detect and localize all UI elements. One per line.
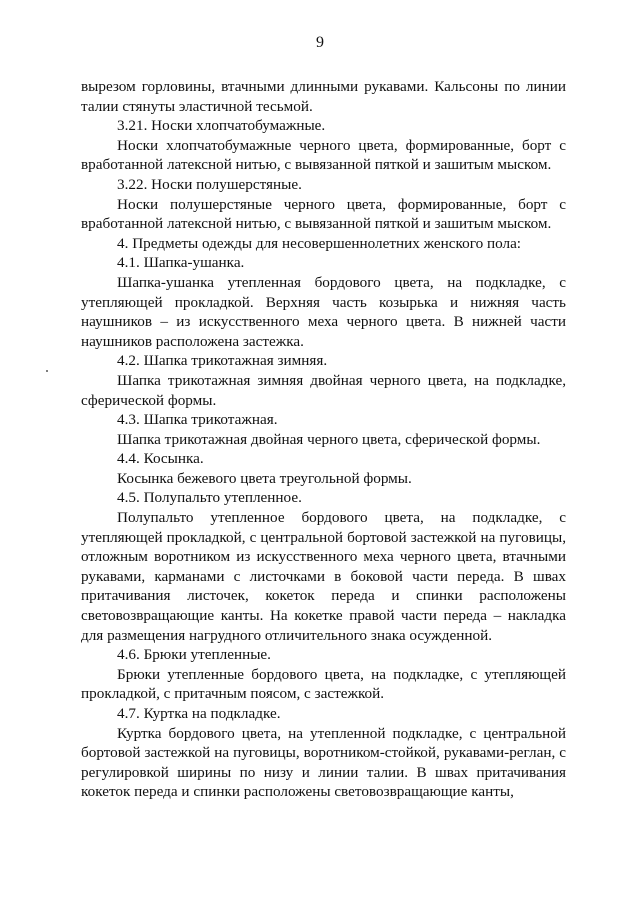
paragraph: 4.1. Шапка-ушанка.	[117, 254, 245, 272]
paragraph: вырезом горловины, втачными длинными рукавами. Кальсоны по линии талии стянуты эластичной тесьмой.	[81, 78, 566, 115]
paragraph: 4.6. Брюки утепленные.	[117, 646, 271, 664]
paragraph: Шапка-ушанка утепленная бордового цвета, на подкладке, с утепляющей прокладкой. Верхняя часть козырька и нижняя часть наушников – из искусственного меха черного цвета. В нижней части наушников расположена застежка.	[81, 273, 566, 350]
scan-speck	[46, 370, 48, 372]
paragraph: Косынка бежевого цвета треугольной формы.	[117, 469, 412, 487]
paragraph: Шапка трикотажная двойная черного цвета, сферической формы.	[117, 430, 541, 448]
paragraph: 3.21. Носки хлопчатобумажные.	[117, 117, 326, 135]
paragraph: 4.4. Косынка.	[117, 450, 204, 468]
paragraph: 4.2. Шапка трикотажная зимняя.	[117, 352, 328, 370]
paragraph: 3.22. Носки полушерстяные.	[117, 175, 302, 193]
paragraph: 4.3. Шапка трикотажная.	[117, 411, 278, 429]
paragraph: Носки полушерстяные черного цвета, формированные, борт с вработанной латексной нитью, с вывязанной пяткой и зашитым мыском.	[81, 195, 566, 233]
paragraph: Брюки утепленные бордового цвета, на подкладке, с утепляющей прокладкой, с притачным поясом, с застежкой.	[81, 665, 566, 703]
paragraph: Носки хлопчатобумажные черного цвета, формированные, борт с вработанной латексной нитью, с вывязанной пяткой и зашитым мыском.	[81, 136, 566, 174]
paragraph: 4. Предметы одежды для несовершеннолетних женского пола:	[117, 234, 522, 252]
paragraph: Куртка бордового цвета, на утепленной подкладке, с центральной бортовой застежкой на пуговицы, воротником-стойкой, рукавами-реглан, с регулировкой ширины по низу и линии талии. В швах притачивания кокеток переда и спинки расположены световозвращающие канты,	[81, 724, 566, 801]
body-text	[81, 77, 566, 802]
page-number: 9	[316, 34, 324, 51]
paragraph: 4.7. Куртка на подкладке.	[117, 705, 281, 722]
paragraph: Шапка трикотажная зимняя двойная черного цвета, на подкладке, сферической формы.	[81, 371, 566, 409]
paragraph: Полупальто утепленное бордового цвета, на подкладке, с утепляющей прокладкой, с центральной бортовой застежкой на пуговицы, отложным воротником из искусственного меха черного цвета, втачными рукавами, карманами с листочками в боковой части переда. В швах притачивания листочек, кокеток переда и спинки расположены световозвращающие канты. На кокетке правой части переда – накладка для размещения нагрудного отличительного знака осужденной.	[81, 509, 566, 644]
paragraph: 4.5. Полупальто утепленное.	[117, 489, 302, 507]
